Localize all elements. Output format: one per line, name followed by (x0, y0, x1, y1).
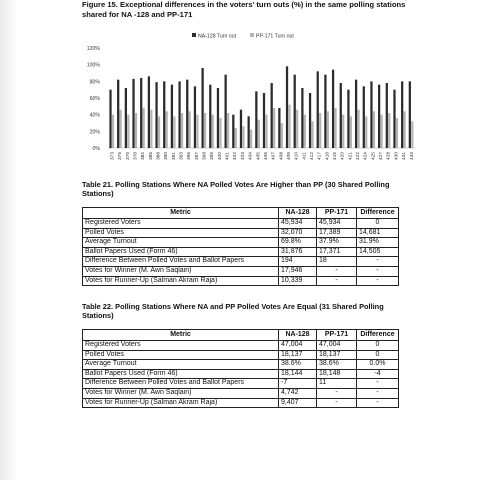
bar-na128 (109, 90, 111, 148)
value-cell: 0 (357, 341, 399, 351)
bar-na128 (263, 93, 265, 148)
bar-na128 (324, 75, 326, 148)
x-tick-label: 433 (409, 152, 415, 161)
x-tick-label: 417 (317, 152, 323, 161)
bar-pp171 (158, 116, 160, 148)
bar-na128 (393, 90, 395, 148)
bar-na128 (309, 93, 311, 148)
y-tick-label: 40% (89, 112, 100, 119)
x-tick-label: 425 (371, 152, 377, 161)
table-row (83, 276, 399, 286)
bar-na128 (271, 83, 273, 148)
table-row (83, 228, 399, 238)
value-cell: 10,339 (279, 276, 317, 286)
bar-pp171 (112, 115, 114, 148)
figure-title-line-1: Figure 15. Exceptional differences in the voters' turn outs (%) in the same polling stations (82, 0, 406, 9)
bar-na128 (370, 81, 372, 148)
value-cell: 4,742 (279, 388, 317, 398)
bar-na128 (255, 91, 257, 148)
x-tick-label: 428 (386, 152, 392, 161)
y-tick-label: 0% (92, 146, 100, 152)
column-header: Difference (357, 330, 399, 341)
table-row (83, 247, 399, 257)
value-cell: 37.9% (317, 238, 357, 248)
bar-pp171 (334, 108, 336, 148)
bar-pp171 (304, 115, 306, 148)
bar-na128 (386, 83, 388, 148)
metric-cell: Registered Voters (83, 219, 279, 229)
table-row (83, 266, 399, 276)
value-cell: 17,946 (279, 266, 317, 276)
table-row (83, 341, 399, 351)
x-tick-label: 384 (141, 152, 147, 161)
x-tick-label: 418 (325, 152, 331, 161)
value-cell: 47,004 (317, 341, 357, 351)
x-tick-label: 431 (402, 152, 408, 161)
metric-cell: Votes for Winner (M. Awn Saqlain) (83, 266, 279, 276)
metric-cell: Polled Votes (83, 350, 279, 360)
bar-na128 (401, 81, 403, 148)
x-tick-label: 396 (187, 152, 193, 161)
value-cell: 18 (317, 257, 357, 267)
value-cell: 0 (357, 350, 399, 360)
turnout-bar-chart (70, 30, 420, 170)
x-tick-label: 401 (225, 152, 231, 161)
x-tick-label: 375 (118, 152, 124, 161)
column-header: NA-128 (279, 208, 317, 219)
x-tick-label: 409 (286, 152, 292, 161)
table-row (83, 257, 399, 267)
bar-pp171 (258, 120, 260, 148)
y-tick-label: 80% (89, 79, 100, 86)
metric-cell: Ballot Papers Used (Form 46) (83, 247, 279, 257)
value-cell: - (317, 276, 357, 286)
x-tick-label: 421 (348, 152, 354, 161)
bar-na128 (286, 66, 288, 148)
bar-na128 (140, 78, 142, 148)
bar-pp171 (365, 116, 367, 148)
x-tick-label: 407 (271, 152, 277, 161)
table-row (83, 219, 399, 229)
value-cell: 18,148 (317, 369, 357, 379)
bar-pp171 (219, 118, 221, 148)
value-cell: 18,137 (317, 350, 357, 360)
metric-cell: Votes for Runner-Up (Salman Akram Raja) (83, 398, 279, 408)
x-tick-label: 412 (309, 152, 315, 161)
table22-title-line-2: Stations) (82, 311, 114, 321)
x-tick-label: 388 (156, 152, 162, 161)
figure-title (82, 0, 442, 19)
bar-pp171 (150, 110, 152, 148)
column-header: PP-171 (317, 330, 357, 341)
table21 (82, 207, 399, 286)
value-cell: 45,934 (279, 219, 317, 229)
value-cell: 31.9% (357, 238, 399, 248)
bar-pp171 (311, 121, 313, 148)
value-cell: - (357, 257, 399, 267)
value-cell: - (357, 276, 399, 286)
table-header-row (83, 208, 399, 219)
bar-na128 (209, 85, 211, 148)
bar-pp171 (288, 105, 290, 148)
x-tick-label: 391 (171, 152, 177, 161)
bar-pp171 (342, 115, 344, 148)
bar-na128 (294, 75, 296, 148)
bar-na128 (378, 85, 380, 148)
bar-pp171 (403, 111, 405, 148)
bar-pp171 (265, 115, 267, 148)
bar-pp171 (350, 116, 352, 148)
x-tick-label: 400 (217, 152, 223, 161)
legend-swatch (192, 33, 196, 37)
y-tick-label: 60% (89, 96, 100, 102)
bar-pp171 (143, 108, 145, 148)
value-cell: 17,389 (317, 228, 357, 238)
bar-pp171 (135, 113, 137, 148)
table-row (83, 350, 399, 360)
x-tick-label: 403 (240, 152, 246, 161)
value-cell: 45,934 (317, 219, 357, 229)
legend-swatch (250, 33, 254, 37)
value-cell: 69.8% (279, 238, 317, 248)
bar-na128 (363, 86, 365, 148)
page-edge-shadow (0, 0, 18, 480)
bar-na128 (178, 81, 180, 148)
x-tick-label: 410 (294, 152, 300, 161)
value-cell: 38.6% (317, 360, 357, 370)
bar-na128 (355, 80, 357, 148)
value-cell: 14,505 (357, 247, 399, 257)
bar-na128 (201, 68, 203, 148)
column-header: PP-171 (317, 208, 357, 219)
bar-pp171 (127, 115, 129, 148)
bar-pp171 (189, 111, 191, 148)
bar-pp171 (373, 111, 375, 148)
value-cell: 17,371 (317, 247, 357, 257)
bar-na128 (240, 110, 242, 148)
metric-cell: Difference Between Polled Votes and Ballot Papers (83, 257, 279, 267)
x-tick-label: 422 (356, 152, 362, 161)
bar-pp171 (235, 128, 237, 148)
x-tick-label: 398 (202, 152, 208, 161)
value-cell: 32,070 (279, 228, 317, 238)
value-cell: 38.6% (279, 360, 317, 370)
table-row (83, 360, 399, 370)
x-tick-label: 420 (340, 152, 346, 161)
bar-pp171 (273, 108, 275, 148)
bar-pp171 (204, 113, 206, 148)
x-tick-label: 386 (148, 152, 154, 161)
value-cell: - (357, 266, 399, 276)
bar-na128 (171, 85, 173, 148)
x-tick-label: 406 (263, 152, 269, 161)
value-cell: 18,137 (279, 350, 317, 360)
metric-cell: Ballot Papers Used (Form 46) (83, 369, 279, 379)
value-cell: - (317, 398, 357, 408)
value-cell: 47,004 (279, 341, 317, 351)
x-tick-label: 390 (164, 152, 170, 161)
metric-cell: Average Turnout (83, 238, 279, 248)
value-cell: - (317, 266, 357, 276)
table22-title (82, 302, 412, 321)
y-tick-label: 20% (89, 129, 100, 136)
bar-pp171 (281, 123, 283, 148)
x-tick-label: 402 (233, 152, 239, 161)
metric-cell: Polled Votes (83, 228, 279, 238)
bar-na128 (248, 116, 250, 148)
value-cell: -7 (279, 379, 317, 389)
value-cell: - (317, 388, 357, 398)
bar-na128 (340, 83, 342, 148)
value-cell: 9,407 (279, 398, 317, 408)
bar-na128 (317, 71, 319, 148)
table-row (83, 369, 399, 379)
legend-label: PP-171 Turn out (256, 33, 294, 40)
y-tick-label: 100% (86, 62, 100, 69)
bar-pp171 (388, 113, 390, 148)
bar-na128 (132, 79, 134, 148)
bar-na128 (301, 88, 303, 148)
x-tick-label: 405 (256, 152, 262, 161)
value-cell: 31,876 (279, 247, 317, 257)
column-header: Metric (83, 330, 279, 341)
column-header: Difference (357, 208, 399, 219)
value-cell: 11 (317, 379, 357, 389)
value-cell: 14,681 (357, 228, 399, 238)
bar-na128 (163, 81, 165, 148)
bar-na128 (332, 70, 334, 148)
x-tick-label: 427 (379, 152, 385, 161)
bar-pp171 (411, 121, 413, 148)
bar-pp171 (296, 110, 298, 148)
bar-na128 (217, 88, 219, 148)
bar-pp171 (212, 115, 214, 148)
bar-pp171 (120, 110, 122, 148)
value-cell: -4 (357, 369, 399, 379)
bar-pp171 (319, 113, 321, 148)
bar-na128 (186, 80, 188, 148)
table-row (83, 238, 399, 248)
figure-title-line-2: shared for NA -128 and PP-171 (82, 9, 193, 19)
bar-na128 (278, 108, 280, 148)
table21-title (82, 180, 412, 199)
column-header: NA-128 (279, 330, 317, 341)
table-row (83, 398, 399, 408)
bar-pp171 (250, 130, 252, 148)
x-tick-label: 397 (194, 152, 200, 161)
table21-title-line-1: Table 21. Polling Stations Where NA Polled Votes Are Higher than PP (30 Shared Polling (82, 180, 390, 189)
bar-pp171 (181, 113, 183, 148)
x-tick-label: 393 (179, 152, 185, 161)
bar-na128 (232, 115, 234, 148)
value-cell: - (357, 379, 399, 389)
table-header-row (83, 330, 399, 341)
value-cell: - (357, 398, 399, 408)
bar-na128 (125, 88, 127, 148)
bar-pp171 (357, 110, 359, 148)
bar-na128 (194, 86, 196, 148)
value-cell: - (357, 388, 399, 398)
bar-na128 (225, 75, 227, 148)
x-tick-label: 376 (125, 152, 131, 161)
x-tick-label: 411 (302, 152, 308, 160)
table-row (83, 379, 399, 389)
column-header: Metric (83, 208, 279, 219)
bar-na128 (347, 90, 349, 148)
y-tick-label: 120% (86, 46, 100, 52)
x-tick-label: 430 (394, 152, 400, 161)
metric-cell: Difference Between Polled Votes and Ballot Papers (83, 379, 279, 389)
table22-title-line-1: Table 22. Polling Stations Where NA and PP Polled Votes Are Equal (31 Shared Polling (82, 302, 384, 311)
x-tick-label: 404 (248, 152, 254, 161)
table-row (83, 388, 399, 398)
value-cell: 0 (357, 219, 399, 229)
bar-na128 (155, 82, 157, 148)
x-tick-label: 399 (210, 152, 216, 161)
x-tick-label: 419 (333, 152, 339, 161)
metric-cell: Registered Voters (83, 341, 279, 351)
bar-pp171 (380, 115, 382, 148)
value-cell: 0.0% (357, 360, 399, 370)
bar-pp171 (242, 126, 244, 148)
bar-pp171 (396, 118, 398, 148)
bar-na128 (148, 76, 150, 148)
table22 (82, 329, 399, 408)
bar-pp171 (173, 116, 175, 148)
x-tick-label: 373 (110, 152, 116, 161)
bar-pp171 (327, 111, 329, 148)
x-tick-label: 424 (363, 152, 369, 161)
x-tick-label: 408 (279, 152, 285, 161)
legend-label: NA-128 Turn out (198, 33, 237, 40)
value-cell: 194 (279, 257, 317, 267)
bar-pp171 (227, 113, 229, 148)
metric-cell: Votes for Winner (M. Awn Saqlain) (83, 388, 279, 398)
value-cell: 18,144 (279, 369, 317, 379)
bar-pp171 (196, 115, 198, 148)
metric-cell: Votes for Runner-Up (Salman Akram Raja) (83, 276, 279, 286)
bar-pp171 (166, 111, 168, 148)
bar-na128 (409, 81, 411, 148)
bar-na128 (117, 80, 119, 148)
table21-title-line-2: Stations) (82, 189, 114, 199)
x-tick-label: 378 (133, 152, 139, 161)
metric-cell: Average Turnout (83, 360, 279, 370)
